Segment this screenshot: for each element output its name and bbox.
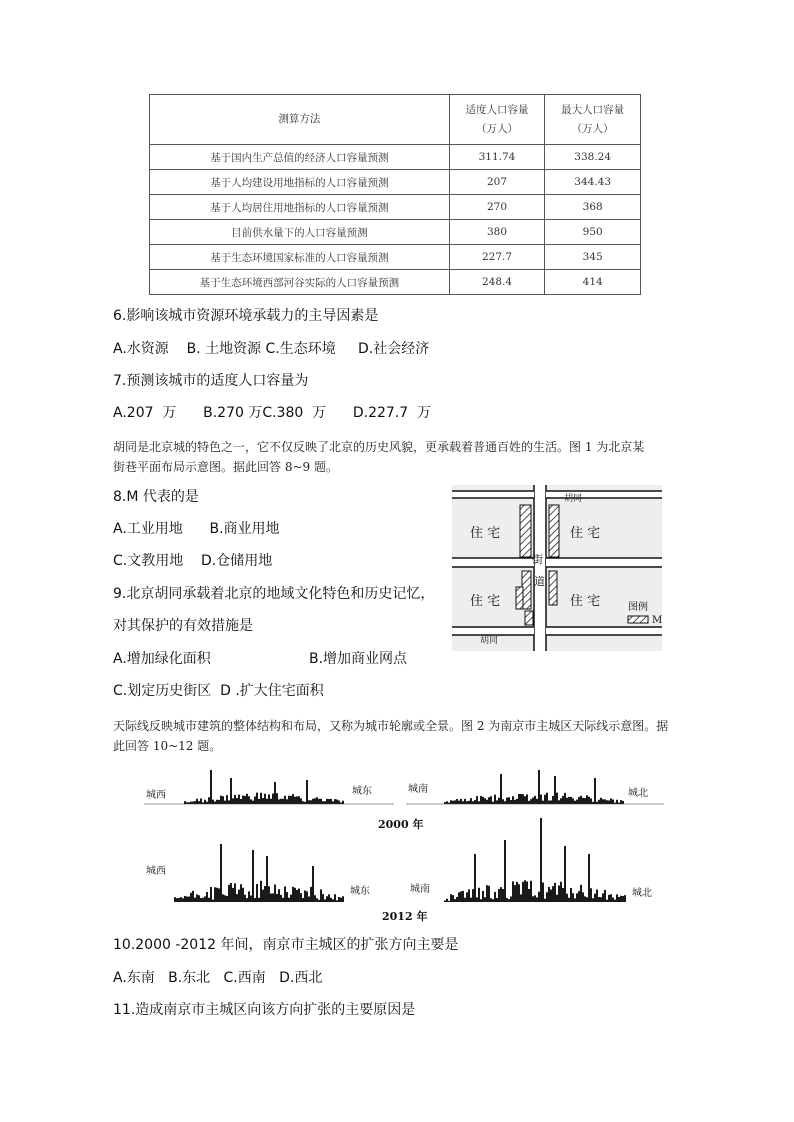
q9-options-cd: C.划定历史街区 D .扩大住宅面积: [113, 683, 324, 699]
q8-options-2: C.文教用地 D.仓储用地: [113, 553, 273, 569]
skyline-2012-west-east: [174, 844, 344, 902]
m-block: [516, 587, 523, 609]
year-2012-label: 2012 年: [382, 910, 428, 922]
header-method: 测算方法: [150, 95, 450, 145]
q6-stem: 6.影响该城市资源环境承载力的主导因素是: [113, 308, 379, 324]
skyline-2012-south-north: [444, 818, 626, 902]
q10-stem: 10.2000 -2012 年间，南京市主城区的扩张方向主要是: [113, 937, 459, 953]
residence-label: 住 宅: [570, 526, 601, 541]
hutong-label: 胡同: [480, 636, 499, 646]
table-row: 基于生态环境国家标准的人口容量预测 227.7 345: [150, 245, 641, 270]
skyline-2000-south-north: [444, 770, 624, 804]
q6-options: A.水资源 B. 土地资源 C.生态环境 D.社会经济: [113, 341, 430, 357]
table-row: 目前供水量下的人口容量预测 380 950: [150, 220, 641, 245]
label-south: 城南: [408, 784, 428, 795]
header-max: 最大人口容量 （万人）: [545, 95, 641, 145]
residence-label: 住 宅: [470, 594, 501, 609]
m-block: [549, 571, 557, 605]
q8-stem: 8.M 代表的是: [113, 489, 199, 505]
intro-skyline: 天际线反映城市建筑的整体结构和布局，又称为城市轮廓或全景。图 2 为南京市主城区天际线示意图。据此回答 10~12 题。: [113, 719, 669, 753]
label-south: 城南: [410, 884, 430, 895]
figure2-skyline: [144, 762, 664, 922]
residence-label: 住 宅: [570, 594, 601, 609]
label-east: 城东: [350, 886, 370, 897]
legend-title: 图例: [628, 602, 648, 613]
figure1-street-layout: [452, 485, 662, 651]
q7-options: A.207 万 B.270 万C.380 万 D.227.7 万: [113, 405, 432, 421]
label-west: 城西: [146, 866, 166, 877]
table-row: 基于人均居住用地指标的人口容量预测 270 368: [150, 195, 641, 220]
header-unit: （万人）: [476, 122, 518, 135]
q7-stem: 7.预测该城市的适度人口容量为: [113, 373, 309, 389]
header-suitable: 适度人口容量 （万人）: [449, 95, 545, 145]
q9-stem-1: 9.北京胡同承载着北京的地域文化特色和历史记忆，: [113, 586, 435, 602]
q10-options: A.东南 B.东北 C.西南 D.西北: [113, 970, 323, 986]
legend-label: M: [652, 615, 662, 626]
q8-options-1: A.工业用地 B.商业用地: [113, 521, 280, 537]
table-row: 基于国内生产总值的经济人口容量预测 311.74 338.24: [150, 145, 641, 170]
table-row: 基于人均建设用地指标的人口容量预测 207 344.43: [150, 170, 641, 195]
legend-swatch: [628, 616, 648, 623]
label-west: 城西: [146, 790, 166, 801]
table-header-row: [150, 95, 641, 145]
street-label: 街: [532, 553, 543, 566]
q9-option-b: B.增加商业网点: [309, 651, 408, 667]
skyline-2000-west-east: [184, 770, 344, 804]
q9-stem-2: 对其保护的有效措施是: [113, 618, 253, 634]
m-block: [525, 611, 533, 625]
q9-option-a: A.增加绿化面积: [113, 651, 211, 667]
population-capacity-table: [149, 94, 641, 295]
intro-hutong: 胡同是北京城的特色之一，它不仅反映了北京的历史风貌，更承载着普通百姓的生活。图 1 为北京某街巷平面布局示意图。据此回答 8~9 题。: [113, 440, 645, 474]
label-north: 城北: [628, 788, 648, 799]
residence-label: 住 宅: [470, 526, 501, 541]
table-row: 基于生态环境西部河谷实际的人口容量预测 248.4 414: [150, 270, 641, 295]
m-block: [549, 505, 559, 557]
m-block: [520, 505, 531, 557]
header-unit: （万人）: [571, 122, 614, 135]
street-label: 道: [534, 575, 545, 588]
hutong-label: 胡同: [564, 494, 583, 504]
year-2000-label: 2000 年: [378, 818, 424, 831]
q11-stem: 11.造成南京市主城区向该方向扩张的主要原因是: [113, 1002, 416, 1018]
label-north: 城北: [632, 888, 652, 899]
label-east: 城东: [352, 786, 372, 797]
